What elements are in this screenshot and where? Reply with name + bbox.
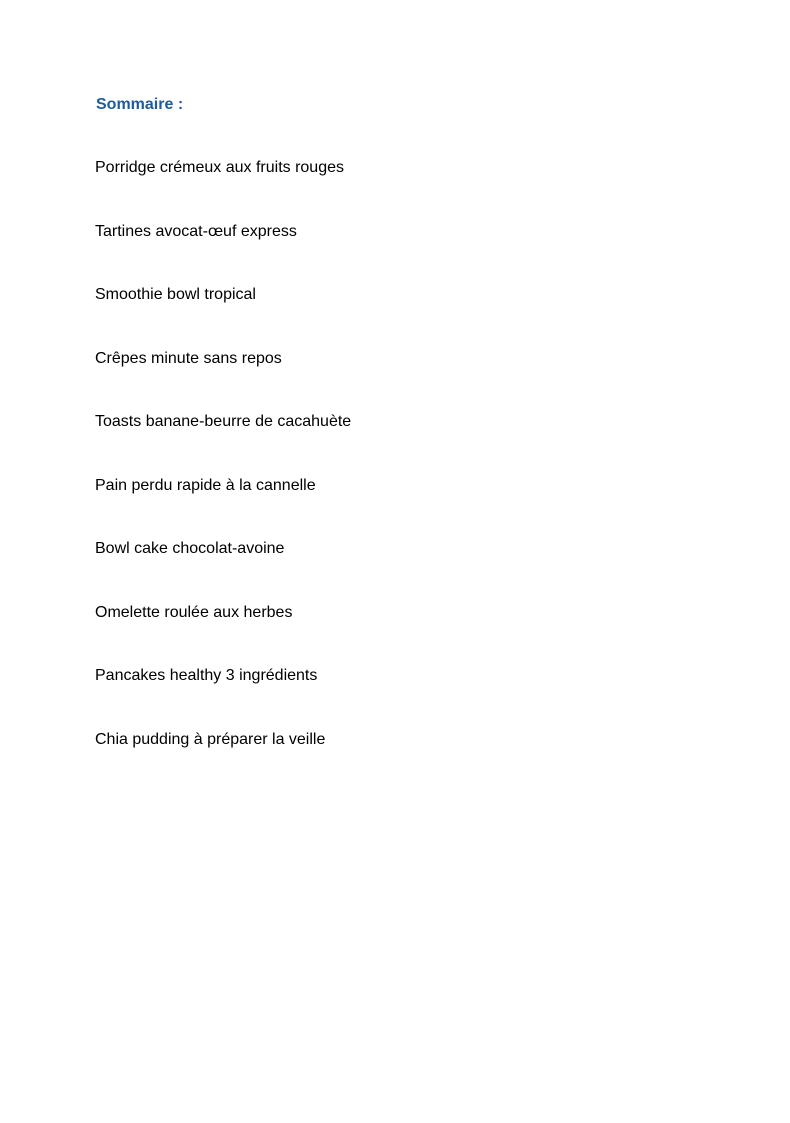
toc-item-smoothie-bowl[interactable]: Smoothie bowl tropical (95, 286, 256, 303)
table-of-contents (95, 95, 695, 748)
toc-item-crepes[interactable]: Crêpes minute sans repos (95, 349, 282, 367)
toc-item-porridge[interactable]: Porridge crémeux aux fruits rouges (95, 159, 344, 176)
toc-item-omelette[interactable]: Omelette roulée aux herbes (95, 603, 293, 621)
toc-item-toasts[interactable]: Toasts banane-beurre de cacahuète (95, 413, 352, 430)
toc-item-pain-perdu[interactable]: Pain perdu rapide à la cannelle (95, 476, 316, 494)
toc-list (95, 158, 351, 793)
toc-item-tartines[interactable]: Tartines avocat-œuf express (95, 222, 297, 240)
toc-item-bowl-cake[interactable]: Bowl cake chocolat-avoine (95, 540, 285, 557)
toc-item-chia-pudding[interactable]: Chia pudding à préparer la veille (95, 730, 326, 748)
toc-title: Sommaire : (96, 96, 184, 113)
toc-item-pancakes[interactable]: Pancakes healthy 3 ingrédients (95, 667, 318, 684)
